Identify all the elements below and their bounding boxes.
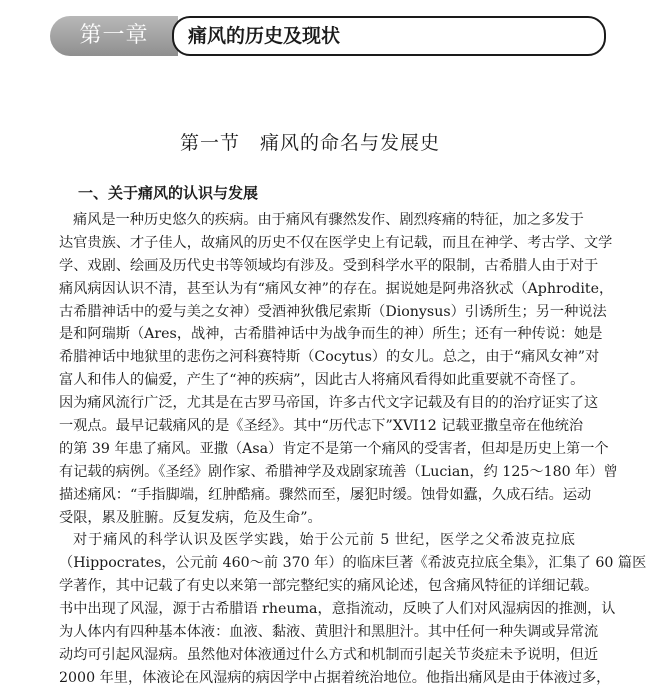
section-title: 第一节 痛风的命名与发展史 <box>179 132 440 154</box>
text-line: 为人体内有四种基本体液：血液、黏液、黄胆汁和黑胆汁。其中任何一种失调或异常流 <box>59 624 599 641</box>
text-line: 富人和伟人的偏爱，产生了“神的疾病”，因此古人将痛风看得如此重要就不奇怪了。 <box>59 372 585 389</box>
text-line: 对于痛风的科学认识及医学实践，始于公元前 5 世纪，医学之父希波克拉底 <box>73 532 575 549</box>
text-line: （Hippocrates，公元前 460～前 370 年）的临床巨著《希波克拉底全集》，汇集了 60 篇医 <box>59 555 646 572</box>
text-line: 因为痛风流行广泛，尤其是在古罗马帝国，许多古代文字记载及有目的的治疗证实了这 <box>59 395 599 412</box>
text-line: 痛风是一种历史悠久的疾病。由于痛风有骤然发作、剧烈疼痛的特征，加之多发于 <box>73 212 584 228</box>
text-line: 古希腊神话中的爱与美之女神）受酒神狄俄尼索斯（Dionysus）引诱所生；另一种说法 <box>59 303 607 320</box>
text-line: 动均可引起风湿病。虽然他对体液通过什么方式和机制而引起关节炎症未予说明，但近 <box>59 646 599 663</box>
text-line: 达官贵族、才子佳人，故痛风的历史不仅在医学史上有记载，而且在神学、考古学、文学 <box>59 234 613 251</box>
chapter-header <box>50 14 592 58</box>
text-line: 受限，累及脏腑。反复发病，危及生命”。 <box>59 509 322 526</box>
text-line: 痛风病因认识不清，甚至认为有“痛风女神”的存在。据说她是阿弗洛狄忒（Aphrodite， <box>59 280 614 297</box>
text-line: 学、戏剧、绘画及历代史书等领域均有涉及。受到科学水平的限制，古希腊人由于对于 <box>59 257 599 274</box>
chapter-number-tag: 第一章 <box>50 16 178 56</box>
text-line: 有记载的病例。《圣经》剧作家、希腊神学及戏剧家琉善（Lucian，约 125～180 年）曾 <box>59 463 618 480</box>
text-line: 学著作，其中记载了有史以来第一部完整纪实的痛风论述，包含痛风特征的详细记载。 <box>59 578 599 595</box>
text-line: 描述痛风：“手指脚端，红肿酷痛。骤然而至，屡犯时缓。蚀骨如蠹，久成石结。运动 <box>59 486 592 503</box>
text-line: 是和阿瑞斯（Ares，战神，古希腊神话中为战争而生的神）所生；还有一种传说：她是 <box>59 326 603 343</box>
chapter-title: 痛风的历史及现状 <box>172 16 606 56</box>
subsection-heading: 一、关于痛风的认识与发展 <box>78 184 259 202</box>
body-text <box>59 209 646 690</box>
text-line: 的第 39 年患了痛风。亚撒（Asa）肯定不是第一个痛风的受害者，但却是历史上第一个 <box>59 440 609 457</box>
text-line: 2000 年里，体液论在风湿病的病因学中占据着统治地位。他指出痛风是由于体液过多， <box>59 669 611 686</box>
text-line: 一观点。最早记载痛风的是《圣经》。其中“历代志下”XVI12 记载亚撒皇帝在他统治 <box>59 418 584 435</box>
text-line: 书中出现了风湿，源于古希腊语 rheuma，意指流动，反映了人们对风湿病因的推测，认 <box>59 601 616 618</box>
text-line: 希腊神话中地狱里的悲伤之河科赛特斯（Cocytus）的女儿。总之，由于“痛风女神”对 <box>59 349 600 366</box>
